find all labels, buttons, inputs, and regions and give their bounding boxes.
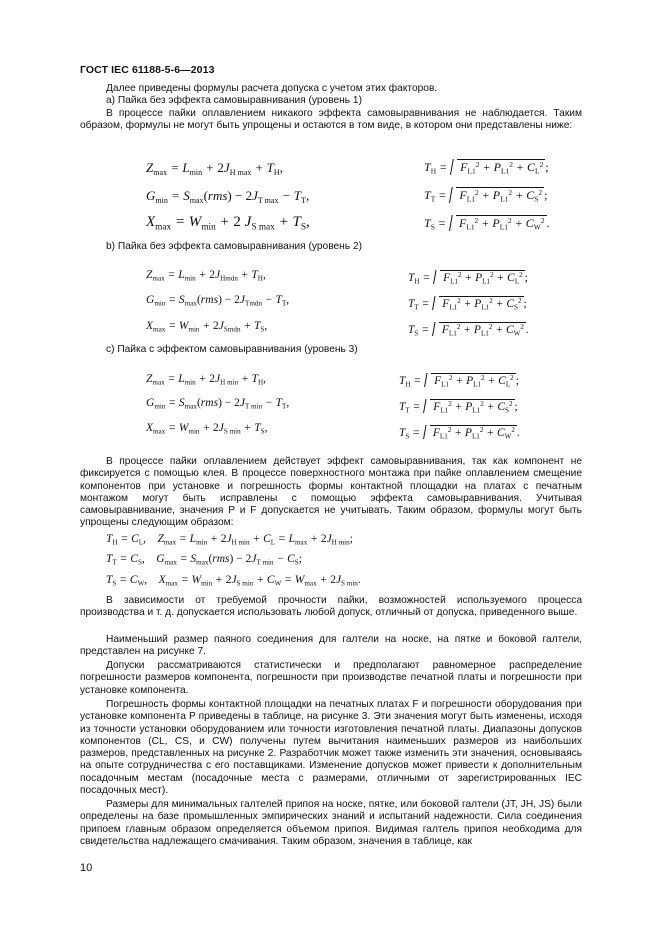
paragraph-fillet-sizes: Размеры для минимальных галтелей припоя на носке, пятке, или боковой галтели (JT, JH, JS) были определены на базе промышленных эмпирических знаний и испытаний надежности. Сила соединения припоем главным образом определяется объемом припоя. Видимая галтель припоя необходима для свидетельства надлежащего смачивания. Таким образом, значения в таблице, как [80,799,582,847]
paragraph-statistical-tolerances: Допуски рассматриваются статистически и предполагают равномерное распределение погрешности размеров компонента, погрешности при производстве печатной платы и погрешности при установке компонента. [80,660,582,696]
paragraph-smallest-joint: Наименьший размер паяного соединения для галтели на носке, на пятке и боковой галтели, представлен на рисунке 7. [80,634,582,658]
list-item-b: b) Пайка без эффекта самовыравнивания (уровень 2) [106,241,362,252]
formula-gmin-level3: $G_{min} = S_{max}(rms) - 2J_{T min} - T_T$, [146,397,290,411]
formula-xmax-level2: $X_{max} = W_{min} + 2J_{Smdn} + T_S$, [146,320,268,334]
formula-ts-level1: $T_S = F_{L1}^2 + P_{L1}^2 + C_W^2$ . [424,216,550,232]
formula-gmin-level1: $G_{min} = S_{max}(rms) - 2J_{T max} - T_T$, [146,188,310,205]
formula-gmin-level2: $G_{min} = S_{max}(rms) - 2J_{Tmdn} - T_T$, [146,294,290,308]
formula-tt-level2: $T_T = F_{L1}^2 + P_{L1}^2 + C_S^2$ ; [408,297,527,312]
formula-simplified-th: $T_H = C_L$, $Z_{max} = L_{min} + 2J_{H min} + C_L = L_{max} + 2J_{H min}$; [106,533,353,547]
formula-xmax-level1: $X_{max} = W_{min} + 2$ $J_{S max} + T_S$, [146,214,310,233]
formula-tt-level1: $T_T = F_{L1}^2 + P_{L1}^2 + C_S^2$ ; [424,188,548,204]
formula-tt-level3: $T_T = F_{L1}^2 + P_{L1}^2 + C_S^2$ ; [399,400,518,415]
level1-description: В процессе пайки оплавлением никакого эффекта самовыравнивания не наблюдается. Таким образом, формулы не могут быть упрощены и остаются в том виде, в котором они представлены ниже: [80,108,582,132]
formula-th-level3: $T_H = F_{L1}^2 + P_{L1}^2 + C_L^2$ ; [399,374,519,389]
formula-xmax-level3: $X_{max} = W_{min} + 2J_{S min} + T_S$, [146,422,268,436]
document-header: ГОСТ IEC 61188-5-6—2013 [80,64,215,76]
intro-paragraph: Далее приведены формулы расчета допуска с учетом этих факторов. [106,83,438,94]
formula-simplified-ts: $T_S = C_W$, $X_{max} = W_{min} + 2J_{S min} + C_W = W_{max} + 2J_{S min}$. [106,574,361,588]
paragraph-tolerance-choice: В зависимости от требуемой прочности пайки, возможностей используемого процесса производства и т. д. допускается использовать любой допуск, отличный от допуска, приведенного выше. [80,595,582,619]
formula-th-level2: $T_H = F_{L1}^2 + P_{L1}^2 + C_L^2$ ; [408,271,528,286]
formula-th-level1: $T_H = F_{L1}^2 + P_{L1}^2 + C_L^2$ ; [424,160,549,176]
list-item-c: с) Пайка с эффектом самовыравнивания (уровень 3) [106,344,358,355]
paragraph-pad-shape-error: Погрешность формы контактной площадки на печатных платах F и погрешности оборудования при установке компонента P приведены в таблице, на рисунке 3. Эти значения могут быть изменены, исходя из точности установки оборудованием или точности изготовления печатной платы. Диапазоны допусков компонентов (CL, CS, и CW) получены путем вычитания наименьших размеров из наибольших размеров, представленных на рисунке 2. Разработчик может также изменить эти значения, основываясь на опыте сотрудничества с его поставщиками. Изменение допусков может привести к дополнительным посадочным местам (посадочные места с размерами, отличными от зарегистрированных IEC посадочных мест). [80,699,582,797]
page-number: 10 [80,862,93,874]
formula-zmax-level1: $Z_{max} = L_{min} + 2J_{H max} + T_H$, [146,160,283,177]
self-alignment-paragraph: В процессе пайки оплавлением действует эффект самовыравнивания, так как компонент не фиксируется с помощью клея. В процессе поверхностного монтажа при пайке оплавлением смещение компонентов при установке и погрешность формы контактной площадки на платах с печатным монтажом могут быть исправлены с помощью эффекта самовыравнивания. Учитывая самовыравнивание, значения P и F допускается не учитывать. Таким образом, формулы могут быть упрощены следующим образом: [80,456,582,529]
formula-zmax-level3: $Z_{max} = L_{min} + 2J_{H min} + T_H$, [146,373,267,387]
formula-simplified-tt: $T_T = C_S$, $G_{max} = S_{max}(rms) - 2J_{T min} - C_S$; [106,553,302,567]
list-item-a: а) Пайка без эффекта самовыравнивания (уровень 1) [106,95,362,106]
formula-ts-level2: $T_S = F_{L1}^2 + P_{L1}^2 + C_W^2$ . [408,323,529,338]
formula-zmax-level2: $Z_{max} = L_{min} + 2J_{Hmdn} + T_H$, [146,269,266,283]
formula-ts-level3: $T_S = F_{L1}^2 + P_{L1}^2 + C_W^2$ . [399,426,520,441]
